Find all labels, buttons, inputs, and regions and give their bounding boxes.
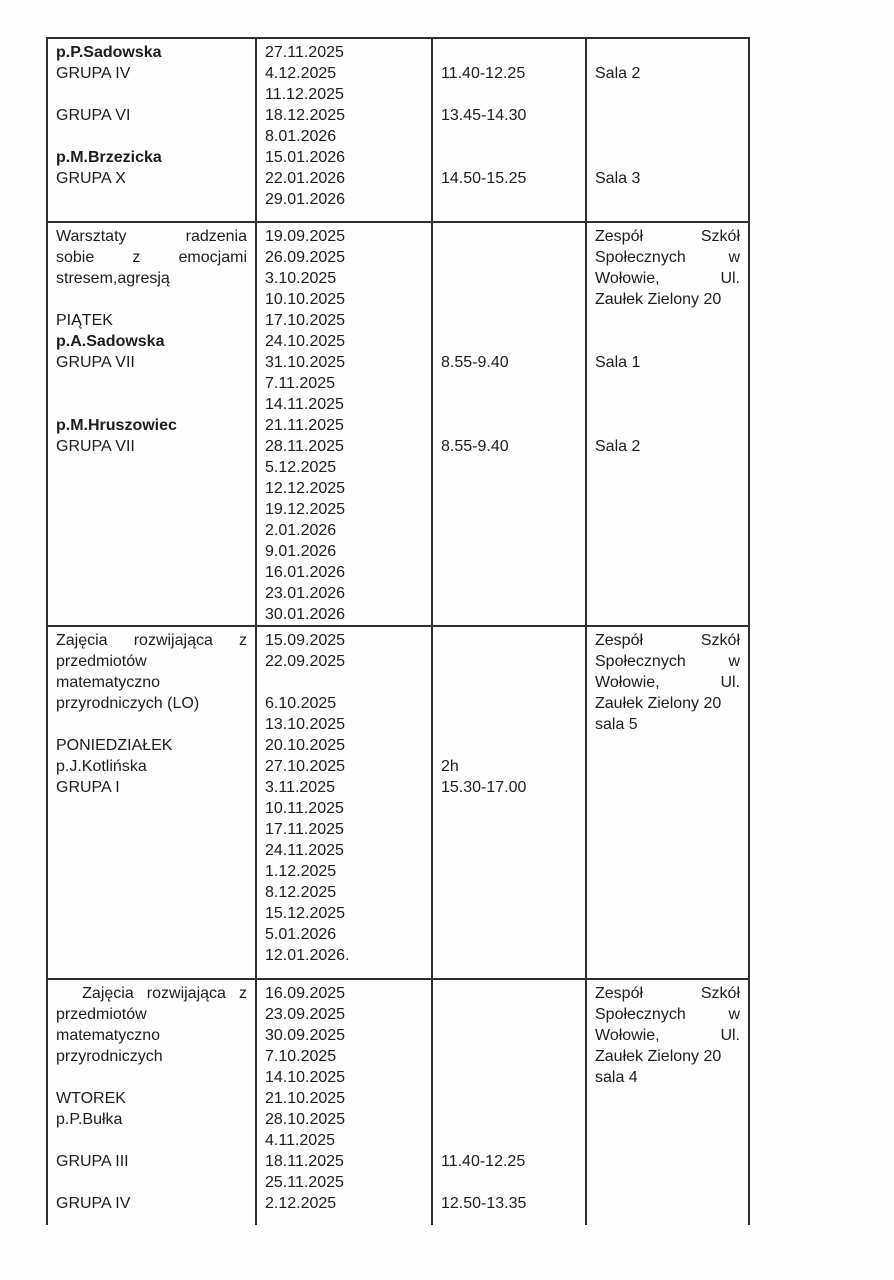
- text-line: PIĄTEK: [56, 312, 113, 329]
- times-cell: [432, 38, 586, 222]
- text-line: 25.11.2025: [265, 1174, 344, 1191]
- text-line: przyrodniczych (LO): [56, 695, 200, 712]
- text-line: 21.11.2025: [265, 417, 344, 434]
- text-line: Zajęcia rozwijająca z: [56, 632, 247, 649]
- table-row: [47, 626, 749, 979]
- blank-line: [595, 42, 740, 63]
- dates-cell: [256, 38, 432, 222]
- blank-line: [441, 651, 577, 672]
- text-line: 18.12.2025: [265, 107, 346, 124]
- blank-line: [56, 289, 247, 310]
- activity-cell: [47, 979, 256, 1225]
- dates-cell: [256, 222, 432, 626]
- blank-line: [441, 1025, 577, 1046]
- blank-line: [595, 331, 740, 352]
- text-line: p.M.Brzezicka: [56, 149, 162, 166]
- text-line: 17.11.2025: [265, 821, 344, 838]
- blank-line: [56, 1067, 247, 1088]
- activity-cell: [47, 38, 256, 222]
- text-line: 11.12.2025: [265, 86, 344, 103]
- text-line: 12.12.2025: [265, 480, 346, 497]
- text-line: Wołowie, Ul.: [595, 270, 740, 287]
- text-line: p.A.Sadowska: [56, 333, 165, 350]
- text-line: 6.10.2025: [265, 695, 337, 712]
- blank-line: [595, 415, 740, 436]
- blank-line: [595, 310, 740, 331]
- blank-line: [56, 84, 247, 105]
- text-line: 18.11.2025: [265, 1153, 344, 1170]
- text-line: 19.09.2025: [265, 228, 346, 245]
- text-line: p.J.Kotlińska: [56, 758, 147, 775]
- location-cell: [586, 38, 749, 222]
- text-line: GRUPA IV: [56, 1195, 131, 1212]
- text-line: przedmiotów: [56, 1006, 147, 1023]
- location-cell: [586, 626, 749, 979]
- text-line: 21.10.2025: [265, 1090, 346, 1107]
- blank-line: [441, 1109, 577, 1130]
- text-line: przyrodniczych: [56, 1048, 163, 1065]
- text-line: 7.10.2025: [265, 1048, 337, 1065]
- blank-line: [595, 394, 740, 415]
- blank-line: [595, 105, 740, 126]
- activity-cell: [47, 626, 256, 979]
- text-line: 30.01.2026: [265, 606, 346, 623]
- text-line: p.P.Sadowska: [56, 44, 162, 61]
- text-line: GRUPA VII: [56, 438, 135, 455]
- blank-line: [441, 735, 577, 756]
- text-line: Wołowie, Ul.: [595, 1027, 740, 1044]
- text-line: 19.12.2025: [265, 501, 346, 518]
- text-line: stresem,agresją: [56, 270, 170, 287]
- text-line: 20.10.2025: [265, 737, 346, 754]
- text-line: 8.55-9.40: [441, 438, 509, 455]
- text-line: 12.01.2026.: [265, 947, 350, 964]
- blank-line: [441, 983, 577, 1004]
- blank-line: [56, 1172, 247, 1193]
- table-row: [47, 222, 749, 626]
- blank-line: [441, 394, 577, 415]
- text-line: matematyczno: [56, 674, 161, 691]
- text-line: sala 5: [595, 716, 638, 733]
- text-line: 15.12.2025: [265, 905, 346, 922]
- blank-line: [595, 373, 740, 394]
- text-line: Wołowie, Ul.: [595, 674, 740, 691]
- text-line: Społecznych w: [595, 249, 740, 266]
- blank-line: [441, 310, 577, 331]
- text-line: Zaułek Zielony 20: [595, 291, 722, 308]
- text-line: 15.01.2026: [265, 149, 346, 166]
- blank-line: [441, 331, 577, 352]
- blank-line: [441, 1067, 577, 1088]
- text-line: 9.01.2026: [265, 543, 337, 560]
- text-line: 14.10.2025: [265, 1069, 346, 1086]
- times-cell: [432, 626, 586, 979]
- text-line: 3.10.2025: [265, 270, 337, 287]
- blank-line: [56, 1130, 247, 1151]
- text-line: 2.01.2026: [265, 522, 337, 539]
- schedule-body: [47, 38, 749, 1225]
- text-line: 24.11.2025: [265, 842, 344, 859]
- text-line: 15.30-17.00: [441, 779, 527, 796]
- text-line: GRUPA III: [56, 1153, 129, 1170]
- text-line: GRUPA VII: [56, 354, 135, 371]
- text-line: 2.12.2025: [265, 1195, 337, 1212]
- text-line: Społecznych w: [595, 1006, 740, 1023]
- times-cell: [432, 979, 586, 1225]
- text-line: sala 4: [595, 1069, 638, 1086]
- blank-line: [441, 1046, 577, 1067]
- text-line: 5.12.2025: [265, 459, 337, 476]
- text-line: Sala 2: [595, 65, 641, 82]
- text-line: Zespół Szkół: [595, 985, 740, 1002]
- blank-line: [441, 289, 577, 310]
- times-cell: [432, 222, 586, 626]
- blank-line: [56, 394, 247, 415]
- text-line: 2h: [441, 758, 459, 775]
- blank-line: [441, 693, 577, 714]
- text-line: GRUPA VI: [56, 107, 131, 124]
- text-line: 29.01.2026: [265, 191, 346, 208]
- text-line: 10.10.2025: [265, 291, 346, 308]
- activity-cell: [47, 222, 256, 626]
- blank-line: [441, 373, 577, 394]
- blank-line: [441, 672, 577, 693]
- blank-line: [56, 714, 247, 735]
- blank-line: [441, 126, 577, 147]
- text-line: 28.11.2025: [265, 438, 344, 455]
- text-line: 22.09.2025: [265, 653, 346, 670]
- text-line: WTOREK: [56, 1090, 126, 1107]
- text-line: 5.01.2026: [265, 926, 337, 943]
- text-line: Sala 1: [595, 354, 641, 371]
- text-line: 14.50-15.25: [441, 170, 527, 187]
- text-line: 13.10.2025: [265, 716, 346, 733]
- text-line: 3.11.2025: [265, 779, 335, 796]
- blank-line: [441, 247, 577, 268]
- text-line: 4.12.2025: [265, 65, 337, 82]
- text-line: 24.10.2025: [265, 333, 346, 350]
- text-line: 11.40-12.25: [441, 65, 526, 82]
- text-line: 14.11.2025: [265, 396, 344, 413]
- text-line: 23.09.2025: [265, 1006, 346, 1023]
- table-row: [47, 979, 749, 1225]
- blank-line: [441, 630, 577, 651]
- text-line: 8.55-9.40: [441, 354, 509, 371]
- location-cell: [586, 222, 749, 626]
- text-line: 30.09.2025: [265, 1027, 346, 1044]
- text-line: 13.45-14.30: [441, 107, 527, 124]
- blank-line: [441, 1172, 577, 1193]
- text-line: 27.10.2025: [265, 758, 346, 775]
- blank-line: [441, 1088, 577, 1109]
- text-line: 16.09.2025: [265, 985, 346, 1002]
- location-cell: [586, 979, 749, 1225]
- blank-line: [56, 373, 247, 394]
- blank-line: [56, 126, 247, 147]
- text-line: 10.11.2025: [265, 800, 344, 817]
- text-line: Zespół Szkół: [595, 632, 740, 649]
- text-line: 31.10.2025: [265, 354, 346, 371]
- text-line: 12.50-13.35: [441, 1195, 527, 1212]
- blank-line: [441, 415, 577, 436]
- blank-line: [441, 226, 577, 247]
- text-line: Sala 3: [595, 170, 641, 187]
- text-line: Zaułek Zielony 20: [595, 695, 722, 712]
- blank-line: [595, 84, 740, 105]
- blank-line: [441, 1004, 577, 1025]
- dates-cell: [256, 626, 432, 979]
- text-line: 1.12.2025: [265, 863, 337, 880]
- blank-line: [595, 126, 740, 147]
- text-line: 22.01.2026: [265, 170, 346, 187]
- text-line: Warsztaty radzenia: [56, 228, 247, 245]
- blank-line: [441, 42, 577, 63]
- table-row: [47, 38, 749, 222]
- schedule-table: [46, 37, 750, 1225]
- text-line: 8.01.2026: [265, 128, 337, 145]
- text-line: GRUPA I: [56, 779, 120, 796]
- text-line: PONIEDZIAŁEK: [56, 737, 173, 754]
- blank-line: [441, 268, 577, 289]
- text-line: 4.11.2025: [265, 1132, 335, 1149]
- text-line: 28.10.2025: [265, 1111, 346, 1128]
- dates-cell: [256, 979, 432, 1225]
- text-line: Sala 2: [595, 438, 641, 455]
- text-line: p.M.Hruszowiec: [56, 417, 177, 434]
- text-line: Zaułek Zielony 20: [595, 1048, 722, 1065]
- blank-line: [441, 84, 577, 105]
- text-line: GRUPA IV: [56, 65, 131, 82]
- blank-line: [441, 714, 577, 735]
- text-line: 15.09.2025: [265, 632, 346, 649]
- text-line: p.P.Bułka: [56, 1111, 123, 1128]
- blank-line: [441, 1130, 577, 1151]
- blank-line: [595, 147, 740, 168]
- text-line: sobie z emocjami: [56, 249, 247, 266]
- text-line: 7.11.2025: [265, 375, 335, 392]
- text-line: Zajęcia rozwijająca z: [56, 985, 247, 1002]
- text-line: 8.12.2025: [265, 884, 337, 901]
- text-line: 17.10.2025: [265, 312, 346, 329]
- text-line: GRUPA X: [56, 170, 126, 187]
- text-line: 23.01.2026: [265, 585, 346, 602]
- text-line: matematyczno: [56, 1027, 161, 1044]
- blank-line: [265, 672, 423, 693]
- blank-line: [441, 147, 577, 168]
- text-line: 16.01.2026: [265, 564, 346, 581]
- text-line: 26.09.2025: [265, 249, 346, 266]
- text-line: Społecznych w: [595, 653, 740, 670]
- text-line: 27.11.2025: [265, 44, 344, 61]
- text-line: Zespół Szkół: [595, 228, 740, 245]
- text-line: 11.40-12.25: [441, 1153, 526, 1170]
- text-line: przedmiotów: [56, 653, 147, 670]
